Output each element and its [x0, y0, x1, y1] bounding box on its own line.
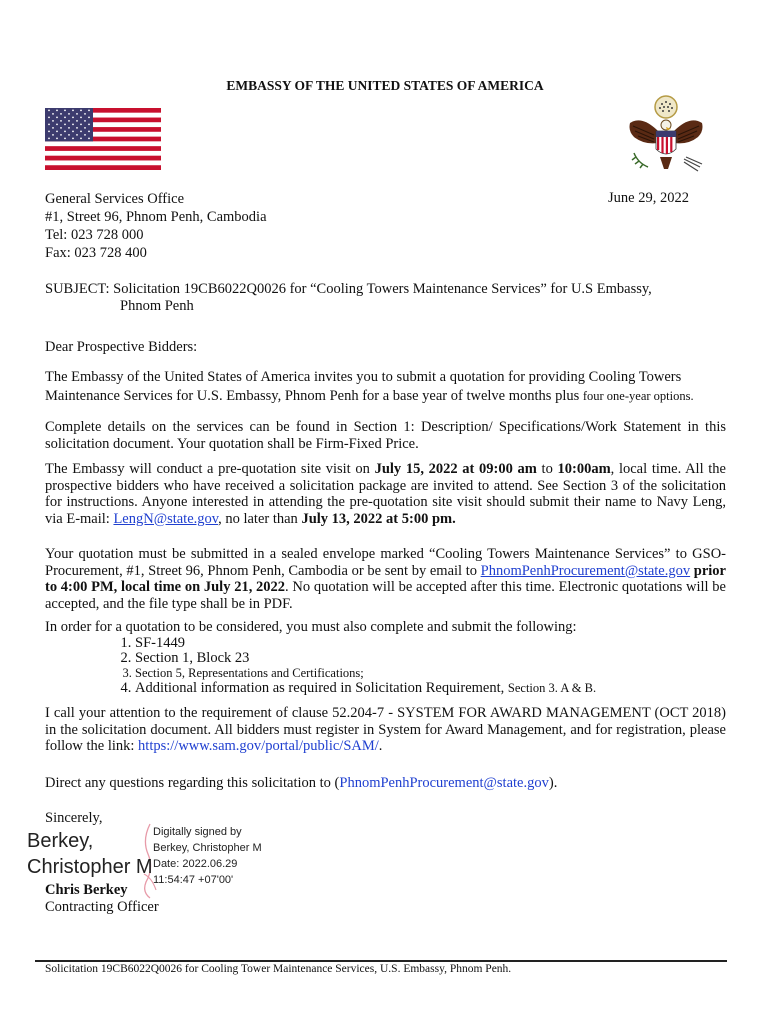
- digital-signature-name: [27, 828, 153, 880]
- questions-email-link[interactable]: PhnomPenhProcurement@state.gov: [339, 775, 549, 791]
- site-visit-date: July 15, 2022 at 09:00 am: [374, 461, 537, 477]
- signature-meta-line-4: 11:54:47 +07'00': [153, 874, 234, 886]
- list-item-text: SF-1449: [135, 634, 185, 651]
- sender-fax: Fax: 023 728 400: [45, 245, 147, 261]
- footer-divider: [35, 960, 727, 962]
- site-visit-deadline: July 13, 2022 at 5:00 pm.: [301, 510, 456, 527]
- sender-office: General Services Office: [45, 191, 185, 207]
- signature-meta-line-1: Digitally signed by: [153, 826, 242, 838]
- salutation: Dear Prospective Bidders:: [45, 339, 198, 355]
- list-item-text: Additional information as required in Solicitation Requirement,: [135, 679, 508, 696]
- invitation-text: The Embassy of the United States of America invites you to submit a quotation for providing Cooling Towers Maintenance Services for U.S. Embassy, Phnom Penh for a base year of twelve months plus: [45, 369, 682, 404]
- great-seal-eagle-icon: [624, 93, 708, 179]
- subject-line: [45, 281, 715, 314]
- site-visit-email-link[interactable]: LengN@state.gov: [113, 510, 219, 527]
- sam-text-end: .: [378, 738, 383, 754]
- questions-text-end: ).: [548, 775, 558, 791]
- sender-address-block: [45, 190, 267, 262]
- digital-signature-details: [153, 824, 262, 888]
- us-flag-icon: [45, 108, 161, 170]
- subject-line-1: SUBJECT: Solicitation 19CB6022Q0026 for “Cooling Towers Maintenance Services” for U.S Embassy,: [45, 281, 652, 297]
- site-visit-end-time: 10:00am: [557, 461, 611, 477]
- submission-email-link[interactable]: PhnomPenhProcurement@state.gov: [480, 562, 691, 579]
- list-item: [135, 636, 726, 651]
- letter-date: June 29, 2022: [608, 190, 689, 206]
- submission-deadline: prior to 4:00 PM, local time on July 21, 2022: [45, 562, 726, 595]
- site-visit-text-4: , no later than: [218, 510, 302, 527]
- signature-name-line-2: Christopher M: [27, 856, 153, 878]
- submission-text-2: . No quotation will be accepted after this time. Electronic quotations will be accepted, and the file type shall be in PDF.: [45, 579, 726, 612]
- list-item: [135, 666, 726, 681]
- closing: Sincerely,: [45, 810, 103, 826]
- paragraph-sam-registration: [45, 705, 726, 755]
- sam-link[interactable]: https://www.sam.gov/portal/public/SAM/: [138, 738, 379, 754]
- signature-name-line-1: Berkey,: [27, 830, 94, 852]
- letter-heading: EMBASSY OF THE UNITED STATES OF AMERICA: [226, 78, 544, 93]
- signature-meta-line-3: Date: 2022.06.29: [153, 858, 238, 870]
- site-visit-text-3: , local time. All the prospective bidders who have received a solicitation package are invited to attend. See Section 3 of the solicitation for instructions. Anyone interested in attending the pre-quotation site visit should submit their name to Navy Leng, via E-mail:: [45, 461, 726, 527]
- paragraph-details: Complete details on the services can be found in Section 1: Description/ Specifications/Work Statement in this solicitation document. Your quotation shall be Firm-Fixed Price.: [45, 419, 726, 452]
- signer-name: Chris Berkey: [45, 882, 128, 898]
- page-footer: Solicitation 19CB6022Q0026 for Cooling Tower Maintenance Services, U.S. Embassy, Phnom Penh.: [45, 963, 512, 975]
- requirements-list: [45, 636, 726, 696]
- list-item: [135, 681, 726, 696]
- paragraph-questions: [45, 775, 726, 792]
- paragraph-submission: [45, 546, 726, 612]
- site-visit-text-1: The Embassy will conduct a pre-quotation site visit on: [45, 461, 375, 477]
- paragraph-invitation: [45, 368, 726, 406]
- questions-text: Direct any questions regarding this solicitation to (: [45, 775, 340, 791]
- invitation-options: four one-year options.: [582, 389, 694, 403]
- sam-text: I call your attention to the requirement of clause 52.204-7 - SYSTEM FOR AWARD MANAGEMENT (OCT 2018) in the solicitation document. All bidders must register in System for Award Management, and for registration, please follow the link:: [45, 705, 726, 754]
- site-visit-text-2: to: [536, 461, 558, 477]
- signature-meta-line-2: Berkey, Christopher M: [153, 842, 262, 854]
- signer-block: [45, 882, 726, 915]
- paragraph-requirements: [45, 619, 726, 696]
- paragraph-site-visit: [45, 461, 726, 527]
- submission-text-1: Your quotation must be submitted in a sealed envelope marked “Cooling Towers Maintenance Services” to GSO-Procurement, #1, Street 96, Phnom Penh, Cambodia or be sent by email to: [45, 546, 726, 579]
- sender-street: #1, Street 96, Phnom Penh, Cambodia: [45, 209, 267, 225]
- list-item-text: Section 1, Block 23: [135, 649, 250, 666]
- list-item-text: Section 5, Representations and Certifications;: [135, 665, 364, 680]
- sender-tel: Tel: 023 728 000: [45, 227, 144, 243]
- list-item: [135, 651, 726, 666]
- requirements-intro: In order for a quotation to be considered, you must also complete and submit the following:: [45, 619, 577, 635]
- signer-title: Contracting Officer: [45, 898, 159, 915]
- subject-line-2: Phnom Penh: [120, 297, 194, 314]
- list-item-text-suffix: Section 3. A & B.: [507, 680, 597, 695]
